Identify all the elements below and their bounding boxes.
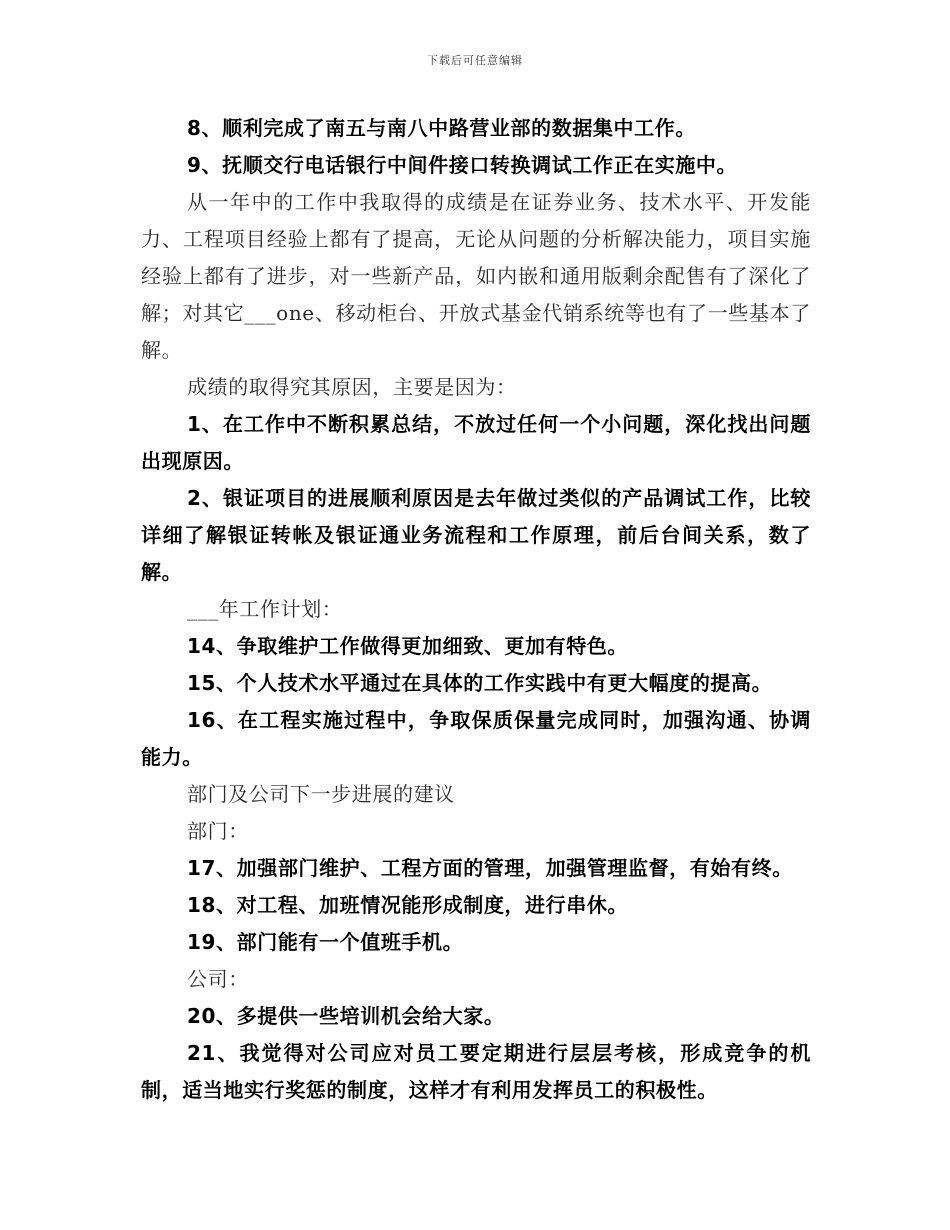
page-header: 下载后可任意编辑: [427, 54, 523, 67]
paragraph-suggestion-21: 21、我觉得对公司应对员工要定期进行层层考核，形成竞争的机制，适当地实行奖惩的制度，这样才有利用发挥员工的积极性。: [141, 1041, 811, 1102]
paragraph-suggestion-18: 18、对工程、加班情况能形成制度，进行串休。: [187, 893, 629, 917]
paragraph-item-9: 9、抚顺交行电话银行中间件接口转换调试工作正在实施中。: [187, 153, 738, 177]
paragraph-plan-15: 15、个人技术水平通过在具体的工作实践中有更大幅度的提高。: [187, 671, 773, 695]
paragraph-achievements: 从一年中的工作中我取得的成绩是在证券业务、技术水平、开发能力、工程项目经验上都有了提高，无论从问题的分析解决能力，项目实施经验上都有了进步，对一些新产品，如内嵌和通用版剩余配售有了深化了解；对其它___one、移动柜台、开放式基金代销系统等也有了一些基本了解。: [141, 190, 811, 362]
paragraph-item-8: 8、顺利完成了南五与南八中路营业部的数据集中工作。: [187, 116, 696, 140]
paragraph-plan-16: 16、在工程实施过程中，争取保质保量完成同时，加强沟通、协调能力。: [141, 708, 811, 769]
paragraph-suggestion-19: 19、部门能有一个值班手机。: [187, 930, 464, 954]
paragraph-suggestions-heading: 部门及公司下一步进展的建议: [187, 782, 455, 806]
paragraph-plan-14: 14、争取维护工作做得更加细致、更加有特色。: [187, 634, 629, 658]
paragraph-suggestion-17: 17、加强部门维护、工程方面的管理，加强管理监督，有始有终。: [187, 856, 793, 880]
document-body: [141, 110, 811, 1109]
paragraph-suggestion-20: 20、多提供一些培训机会给大家。: [187, 1004, 505, 1028]
paragraph-plan-heading: ___年工作计划：: [187, 597, 343, 621]
paragraph-reason-1: 1、在工作中不断积累总结，不放过任何一个小问题，深化找出问题出现原因。: [141, 412, 811, 473]
paragraph-reasons-intro: 成绩的取得究其原因，主要是因为：: [187, 375, 517, 399]
paragraph-department-heading: 部门：: [187, 819, 249, 843]
paragraph-company-heading: 公司：: [187, 967, 249, 991]
paragraph-reason-2: 2、银证项目的进展顺利原因是去年做过类似的产品调试工作，比较详细了解银证转帐及银证通业务流程和工作原理，前后台间关系，数了解。: [141, 486, 811, 584]
